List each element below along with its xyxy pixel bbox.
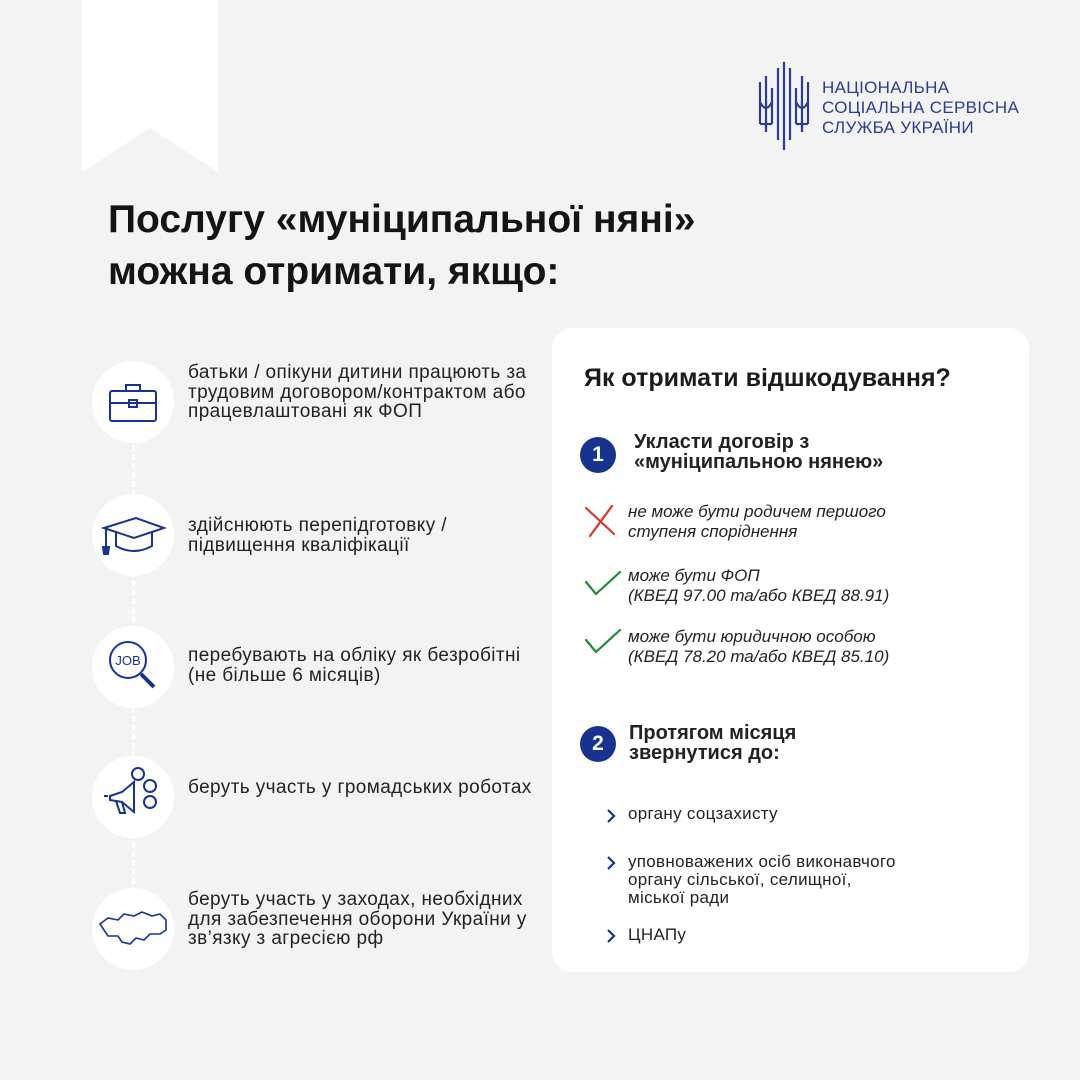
chevron-right-icon — [604, 855, 618, 871]
chevron-right-icon — [604, 808, 618, 824]
office-line: органу сільської, селищної, — [628, 870, 852, 889]
job-search-icon — [92, 626, 174, 708]
step-label-line: Протягом місяця — [629, 722, 797, 744]
office-line: міської ради — [628, 888, 730, 907]
org-name — [822, 78, 1019, 138]
page-title-line: Послугу «муніципальної няні» — [108, 198, 696, 241]
office-line: уповноважених осіб виконавчого — [628, 852, 896, 871]
office-list-item — [628, 805, 778, 823]
chevron-right-icon — [604, 928, 618, 944]
office-line: органу соцзахисту — [628, 804, 778, 823]
condition-text: здійснюють перепідготовку / підвищення кваліфікації — [188, 515, 447, 556]
check-icon — [582, 624, 622, 658]
ukraine-map-icon — [92, 888, 174, 970]
org-name-line: СЛУЖБА УКРАЇНИ — [822, 118, 974, 137]
svg-text:JOB: JOB — [115, 653, 141, 668]
office-list-item — [628, 853, 896, 907]
card-title: Як отримати відшкодування? — [584, 364, 951, 392]
check-icon — [582, 566, 622, 600]
step-2-label — [629, 723, 796, 763]
note-line: не може бути родичем першого — [628, 502, 886, 521]
step-number-badge: 1 — [580, 437, 616, 473]
page-title-line: можна отримати, якщо: — [108, 250, 560, 293]
org-name-line: НАЦІОНАЛЬНА — [822, 78, 950, 97]
note-text — [628, 502, 886, 542]
condition-text: беруть участь у заходах, необхідних для забезпечення оборони України у зв’язку з агресією рф — [188, 889, 527, 949]
step-1-label — [634, 432, 883, 472]
nssu-logo-icon — [756, 62, 816, 154]
condition-text: батьки / опікуни дитини працюють за трудовим договором/контрактом або працевлаштовані як ФОП — [188, 362, 527, 422]
office-line: ЦНАПу — [628, 925, 687, 944]
note-line: (КВЕД 78.20 та/або КВЕД 85.10) — [628, 647, 890, 666]
note-line: може бути юридичною особою — [628, 627, 876, 646]
condition-text: беруть участь у громадських роботах — [188, 777, 532, 798]
org-logo — [756, 62, 1056, 154]
bookmark-ribbon — [82, 0, 218, 172]
note-text — [628, 627, 889, 667]
step-label-line: «муніципальною нянею» — [634, 451, 884, 473]
cross-icon — [582, 504, 622, 538]
condition-text: перебувають на обліку як безробітні (не більше 6 місяців) — [188, 645, 521, 686]
step-number-badge: 2 — [580, 726, 616, 762]
briefcase-icon — [92, 361, 174, 443]
office-list-item — [628, 926, 686, 944]
graduation-cap-icon — [92, 494, 174, 576]
step-label-line: Укласти договір з — [634, 431, 810, 453]
page-title — [108, 194, 868, 298]
note-text — [628, 566, 889, 606]
note-line: (КВЕД 97.00 та/або КВЕД 88.91) — [628, 586, 890, 605]
reimbursement-card — [552, 328, 1029, 972]
note-line: може бути ФОП — [628, 566, 760, 585]
org-name-line: СОЦІАЛЬНА СЕРВІСНА — [822, 98, 1020, 117]
step-label-line: звернутися до: — [629, 742, 780, 764]
note-line: ступеня споріднення — [628, 522, 798, 541]
megaphone-people-icon — [92, 756, 174, 838]
